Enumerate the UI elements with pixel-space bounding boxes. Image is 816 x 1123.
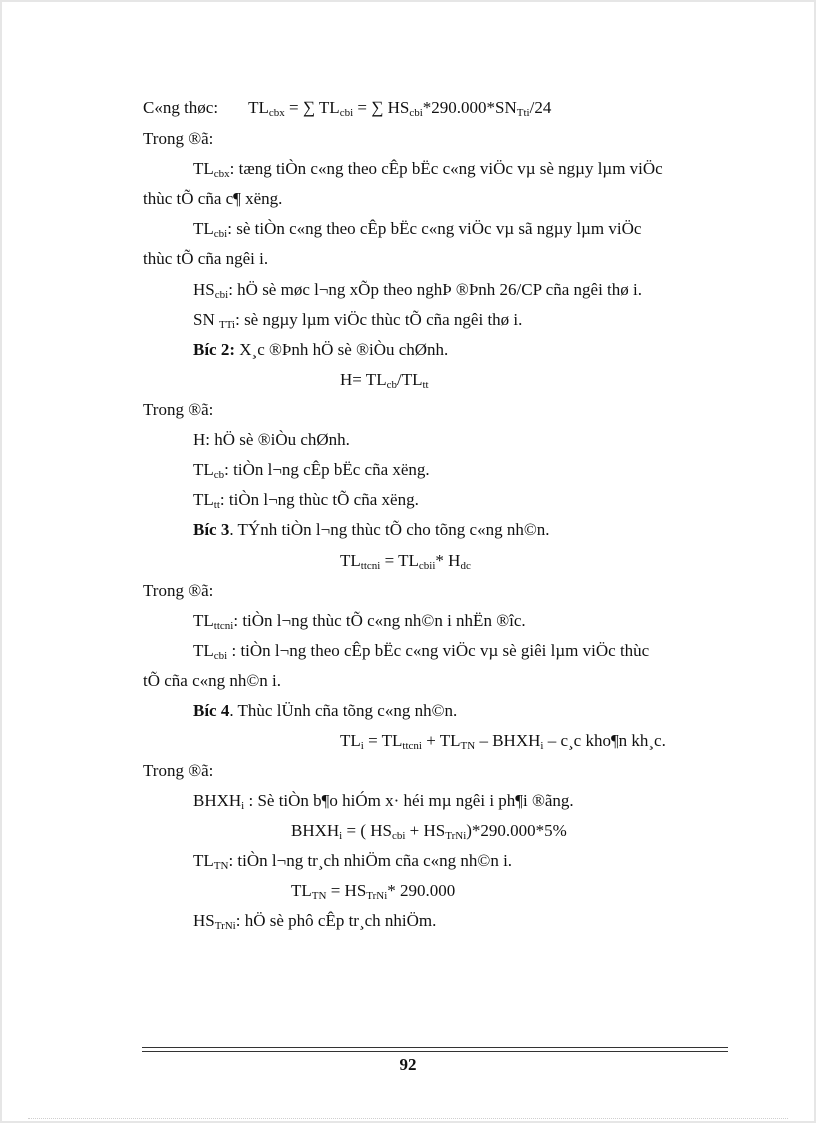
text: /TL [396, 370, 423, 389]
text: TL [193, 851, 214, 870]
page-number: 92 [399, 1055, 417, 1074]
where-heading [143, 760, 213, 782]
text: = ( HS [342, 821, 392, 840]
text: = TL [380, 551, 419, 570]
subscript: cbii [418, 560, 436, 572]
definition-line [193, 158, 663, 180]
formula-line-2 [340, 369, 429, 391]
text: TL [340, 731, 361, 750]
subscript: TrNi [214, 920, 236, 932]
text: = HS [326, 881, 367, 900]
definition-line [193, 279, 642, 301]
text: TL [193, 460, 214, 479]
text: . TÝnh tiÒn l¬ng thùc tÕ cho tõng c«ng nh©n. [229, 520, 550, 539]
formula-line-1 [143, 97, 551, 119]
subscript: i [241, 800, 245, 812]
definition-line [193, 850, 512, 872]
subscript: tt [213, 499, 220, 511]
definition-line [143, 188, 282, 210]
definition-line [193, 610, 526, 632]
text: thùc tÕ cña ngêi i. [143, 249, 269, 268]
text: BHXH [193, 791, 242, 810]
text: TL [291, 881, 312, 900]
subscript: cbx [213, 168, 230, 180]
text: BHXH [291, 821, 340, 840]
text: Trong ®ã: [143, 761, 214, 780]
subscript: cbi [213, 228, 228, 240]
subscript: cbi [214, 289, 229, 301]
subscript: TN [460, 740, 476, 752]
subscript: ttcni [360, 560, 381, 572]
text: *290.000*SN [422, 98, 517, 117]
footer-rule-bottom [142, 1051, 728, 1052]
text: : sè tiÒn c«ng theo cÊp bËc c«ng viÖc vµ sã ngµy lµm viÖc [227, 219, 642, 238]
bottom-dotted-edge [28, 1118, 788, 1119]
formula-line-3 [340, 550, 471, 572]
definition-line [193, 309, 522, 331]
text: H: hÖ sè ®iÒu chØnh. [193, 430, 350, 449]
text: tÕ cña c«ng nh©n i. [143, 671, 282, 690]
subscript: cb [386, 379, 397, 391]
formula-line-6 [291, 880, 455, 902]
text: – c¸c kho¶n kh¸c. [543, 731, 666, 750]
subscript: i [540, 740, 544, 752]
subscript: TN [213, 860, 229, 872]
subscript: cbi [409, 107, 423, 119]
step-label: Bíc 3 [193, 520, 230, 539]
text: HS [193, 280, 215, 299]
text: X¸c ®Þnh hÖ sè ®iÒu chØnh. [235, 340, 449, 359]
text: : Sè tiÒn b¶o hiÓm x· héi mµ ngêi i ph¶i ®ãng. [244, 791, 574, 810]
definition-line [143, 670, 281, 692]
text: : hÖ sè møc l¬ng xÕp theo nghÞ ®Þnh 26/CP cña ngêi thø i. [228, 280, 642, 299]
text: * H [435, 551, 461, 570]
subscript: cbi [213, 650, 228, 662]
text: )*290.000*5% [466, 821, 567, 840]
text: : hÖ sè phô cÊp tr¸ch nhiÖm. [235, 911, 437, 930]
step-label: Bíc 2: [193, 340, 236, 359]
definition-line [193, 429, 350, 451]
step-3-heading [193, 519, 550, 541]
subscript: ttcni [213, 620, 234, 632]
text: SN [193, 310, 219, 329]
text: Trong ®ã: [143, 400, 214, 419]
text: TL [193, 159, 214, 178]
step-label: Bíc 4 [193, 701, 230, 720]
text: Trong ®ã: [143, 129, 214, 148]
definition-line [193, 489, 419, 511]
subscript: cb [213, 469, 225, 481]
definition-line [143, 248, 268, 270]
formula-line-5 [291, 820, 567, 842]
text: Trong ®ã: [143, 581, 214, 600]
definition-line [193, 459, 430, 481]
footer-rule-top [142, 1047, 728, 1048]
formula-line-4 [340, 730, 666, 752]
text: : sè ngµy lµm viÖc thùc tÕ cña ngêi thø i. [235, 310, 523, 329]
subscript: Tti [516, 107, 530, 119]
subscript: TrNi [366, 890, 388, 902]
text: * 290.000 [387, 881, 456, 900]
subscript: TTi [218, 319, 236, 331]
text: + HS [405, 821, 446, 840]
subscript: i [360, 740, 364, 752]
step-2-heading [193, 339, 448, 361]
text: H= TL [340, 370, 387, 389]
subscript: TN [311, 890, 327, 902]
text: TL [248, 98, 269, 117]
text: : tiÒn l¬ng cÊp bËc cña xëng. [224, 460, 430, 479]
subscript: cbi [339, 107, 354, 119]
definition-line [193, 790, 574, 812]
subscript: ttcni [402, 740, 422, 752]
text: TL [193, 219, 214, 238]
subscript: tt [422, 379, 429, 391]
where-heading [143, 580, 213, 602]
subscript: cbx [268, 107, 285, 119]
definition-line [193, 910, 436, 932]
subscript: cbi [391, 830, 406, 842]
text: /24 [529, 98, 552, 117]
text: – BHXH [475, 731, 541, 750]
text: = ∑ HS [353, 98, 410, 117]
text: TL [193, 490, 214, 509]
text: . Thùc lÜnh cña tõng c«ng nh©n. [229, 701, 458, 720]
subscript: dc [460, 560, 471, 572]
text: HS [193, 911, 215, 930]
step-4-heading [193, 700, 457, 722]
text: + TL [421, 731, 461, 750]
where-heading [143, 128, 213, 150]
where-heading [143, 399, 213, 421]
text: : tiÒn l¬ng tr¸ch nhiÖm cña c«ng nh©n i. [228, 851, 513, 870]
text: : tiÒn l¬ng thùc tÕ cña xëng. [219, 490, 419, 509]
text: = ∑ TL [284, 98, 340, 117]
text: TL [193, 641, 214, 660]
text: thùc tÕ cña c¶ xëng. [143, 189, 283, 208]
formula-label: C«ng thøc: [143, 98, 219, 117]
subscript: i [339, 830, 343, 842]
text: : tiÒn l¬ng theo cÊp bËc c«ng viÖc vµ sè giêi lµm viÖc thùc [227, 641, 650, 660]
text: = TL [363, 731, 403, 750]
subscript: TrNi [445, 830, 467, 842]
definition-line [193, 640, 649, 662]
text: TL [193, 611, 214, 630]
definition-line [193, 218, 641, 240]
text: TL [340, 551, 361, 570]
text: : tæng tiÒn c«ng theo cÊp bËc c«ng viÖc vµ sè ngµy lµm viÖc [229, 159, 663, 178]
text: : tiÒn l¬ng thùc tÕ c«ng nh©n i nhËn ®îc. [233, 611, 526, 630]
